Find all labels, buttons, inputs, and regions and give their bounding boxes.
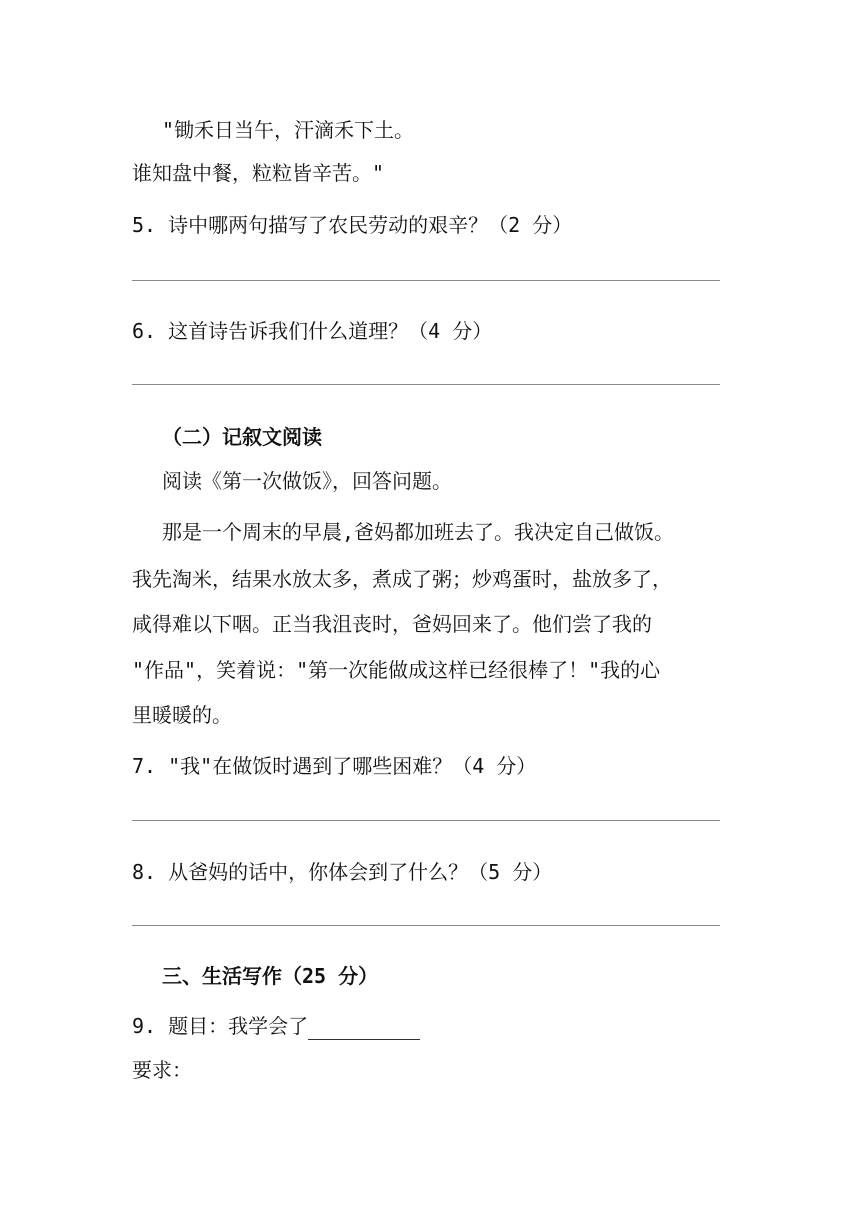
answer-line-5[interactable]: [132, 280, 720, 281]
section-3-heading: 三、生活写作（25 分）: [162, 964, 379, 988]
passage-line-2: 我先淘米，结果水放太多，煮成了粥；炒鸡蛋时，盐放多了，: [132, 567, 672, 591]
section-2-heading: （二）记叙文阅读: [162, 425, 322, 449]
question-7: 7. "我"在做饭时遇到了哪些困难？（4 分）: [132, 754, 537, 778]
answer-line-7[interactable]: [132, 820, 720, 821]
answer-line-6[interactable]: [132, 384, 720, 385]
passage-line-3: 咸得难以下咽。正当我沮丧时，爸妈回来了。他们尝了我的: [132, 612, 652, 636]
passage-line-4: "作品"，笑着说："第一次能做成这样已经很棒了！"我的心: [132, 658, 661, 682]
question-9: [132, 1012, 420, 1040]
poem-line-2: 谁知盘中餐，粒粒皆辛苦。": [132, 161, 385, 185]
requirements-label: 要求：: [132, 1058, 192, 1082]
passage-line-5: 里暖暖的。: [132, 703, 232, 727]
question-5: 5. 诗中哪两句描写了农民劳动的艰辛？（2 分）: [132, 213, 573, 237]
question-9-text: 9. 题目：我学会了: [132, 1014, 309, 1038]
section-2-instruction: 阅读《第一次做饭》，回答问题。: [162, 469, 452, 493]
question-8: 8. 从爸妈的话中，你体会到了什么？（5 分）: [132, 860, 553, 884]
answer-line-8[interactable]: [132, 925, 720, 926]
poem-line-1: "锄禾日当午，汗滴禾下土。: [162, 118, 415, 142]
passage-line-1: 那是一个周末的早晨,爸妈都加班去了。我决定自己做饭。: [162, 520, 675, 544]
question-6: 6. 这首诗告诉我们什么道理？（4 分）: [132, 319, 493, 343]
title-blank[interactable]: [308, 1019, 420, 1040]
